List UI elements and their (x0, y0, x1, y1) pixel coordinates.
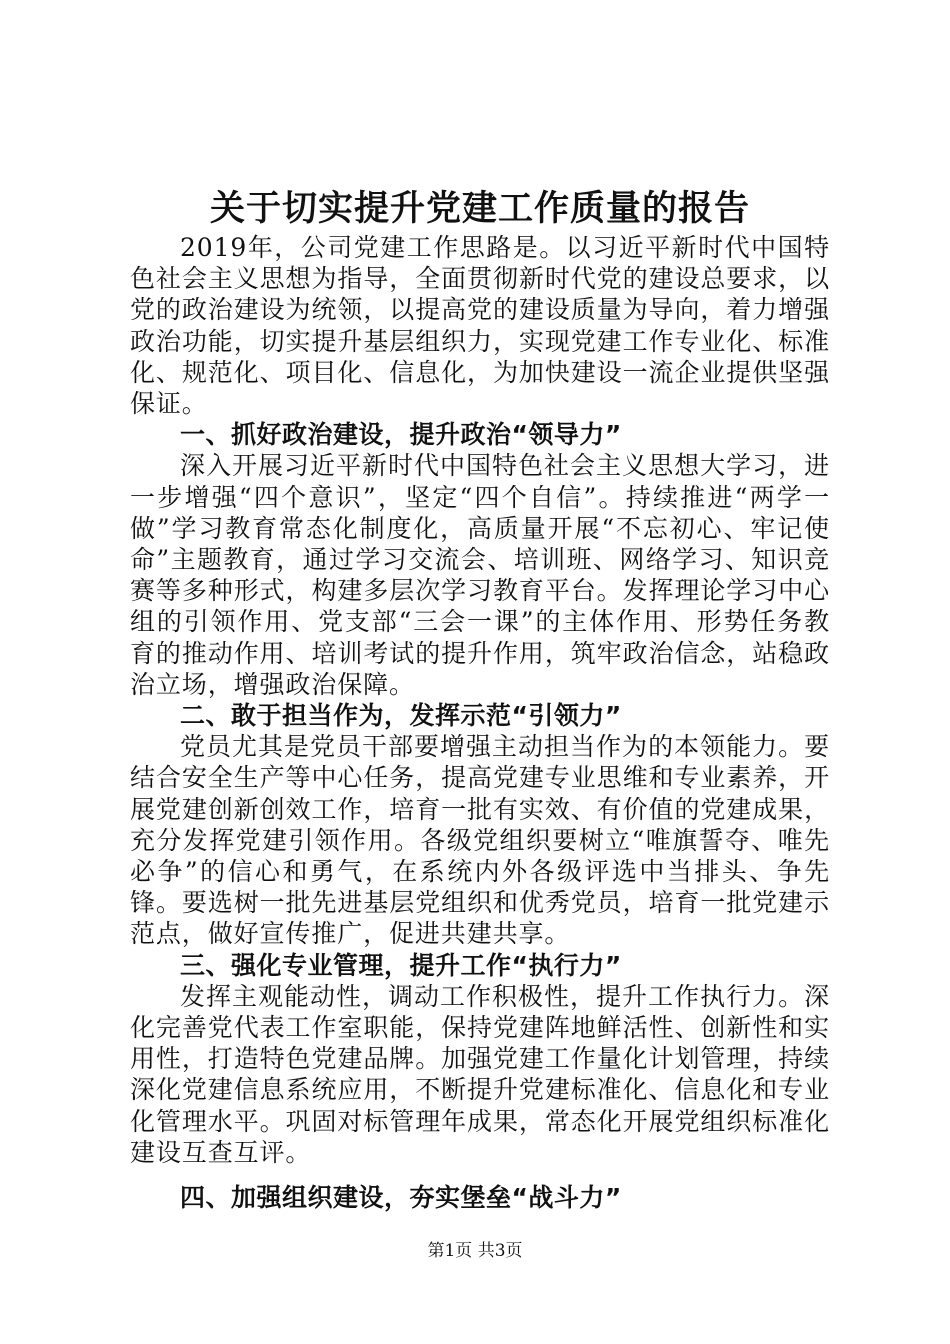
section-2-body: 党员尤其是党员干部要增强主动担当作为的本领能力。要结合安全生产等中心任务，提高党建专业思维和专业素养，开展党建创新创效工作，培育一批有实效、有价值的党建成果，充分发挥党建引领作用。各级党组织要树立“唯旗誓夺、唯先必争”的信心和勇气，在系统内外各级评选中当排头、争先锋。要选树一批先进基层党组织和优秀党员，培育一批党建示范点，做好宣传推广，促进共建共享。 (130, 732, 830, 949)
intro-paragraph: 2019年，公司党建工作思路是。以习近平新时代中国特色社会主义思想为指导，全面贯彻新时代党的建设总要求，以党的政治建设为统领，以提高党的建设质量为导向，着力增强政治功能，切实提升基层组织力，实现党建工作专业化、标准化、规范化、项目化、信息化，为加快建设一流企业提供坚强保证。 (130, 233, 830, 419)
section-2-heading: 二、敢于担当作为，发挥示范“引领力” (180, 701, 622, 731)
document-title: 关于切实提升党建工作质量的报告 (209, 189, 750, 229)
section-3-body: 发挥主观能动性，调动工作积极性，提升工作执行力。深化完善党代表工作室职能，保持党建阵地鲜活性、创新性和实用性，打造特色党建品牌。加强党建工作量化计划管理，持续深化党建信息系统应用，不断提升党建标准化、信息化和专业化管理水平。巩固对标管理年成果，常态化开展党组织标准化建设互查互评。 (130, 981, 830, 1167)
section-1-heading: 一、抓好政治建设，提升政治“领导力” (180, 420, 622, 450)
page-indicator: 第1页 共3页 (427, 1241, 523, 1261)
section-1-body: 深入开展习近平新时代中国特色社会主义思想大学习，进一步增强“四个意识”，坚定“四个自信”。持续推进“两学一做”学习教育常态化制度化，高质量开展“不忘初心、牢记使命”主题教育，通过学习交流会、培训班、网络学习、知识竞赛等多种形式，构建多层次学习教育平台。发挥理论学习中心组的引领作用、党支部“三会一课”的主体作用、形势任务教育的推动作用、培训考试的提升作用，筑牢政治信念，站稳政治立场，增强政治保障。 (130, 451, 830, 699)
section-4-heading: 四、加强组织建设，夯实堡垒“战斗力” (180, 1183, 622, 1213)
document-body (130, 186, 830, 1213)
section-3-heading: 三、强化专业管理，提升工作“执行力” (180, 950, 622, 980)
